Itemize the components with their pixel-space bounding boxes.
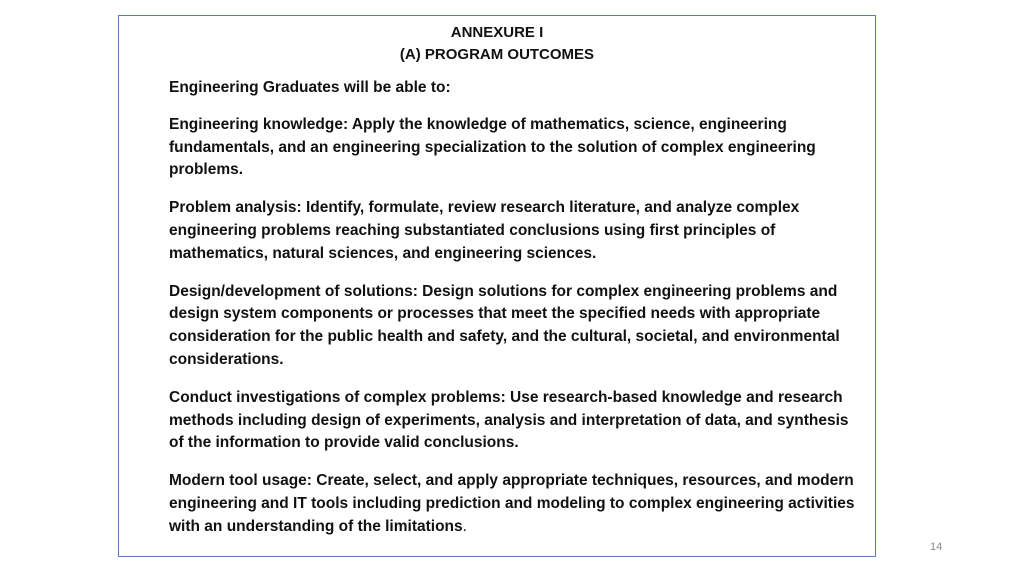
outcome-design-development: Design/development of solutions: Design solutions for complex engineering problems and design system components or processes that meet the specified needs with appropriate consideration for the public health and safety, and the cultural, societal, and environmental considerations. <box>169 282 840 368</box>
slide-title <box>119 22 875 66</box>
slide-frame <box>118 15 876 557</box>
outcomes-body <box>169 77 864 539</box>
title-annexure: ANNEXURE I <box>450 24 544 41</box>
outcome-problem-analysis: Problem analysis: Identify, formulate, review research literature, and analyze complex engineering problems reaching substantiated conclusions using first principles of mathematics, natural sciences, and engineering sciences. <box>169 199 800 262</box>
title-program-outcomes: (A) PROGRAM OUTCOMES <box>399 46 595 63</box>
outcome-modern-tool-usage <box>169 470 864 538</box>
page-number: 14 <box>930 541 943 553</box>
outcome-engineering-knowledge: Engineering knowledge: Apply the knowledge of mathematics, science, engineering fundamentals, and an engineering specialization to the solution of complex engineering problems. <box>169 115 816 179</box>
intro-text: Engineering Graduates will be able to: <box>169 79 451 96</box>
final-period: . <box>462 517 467 535</box>
outcome-conduct-investigations: Conduct investigations of complex problems: Use research-based knowledge and research methods including design of experiments, analysis and interpretation of data, and synthesis of the information to provide valid conclusions. <box>169 388 849 452</box>
outcome-modern-tool-usage-text: Modern tool usage: Create, select, and apply appropriate techniques, resources, and modern engineering and IT tools including prediction and modeling to complex engineering activities with an understanding of the limitations <box>169 472 855 535</box>
